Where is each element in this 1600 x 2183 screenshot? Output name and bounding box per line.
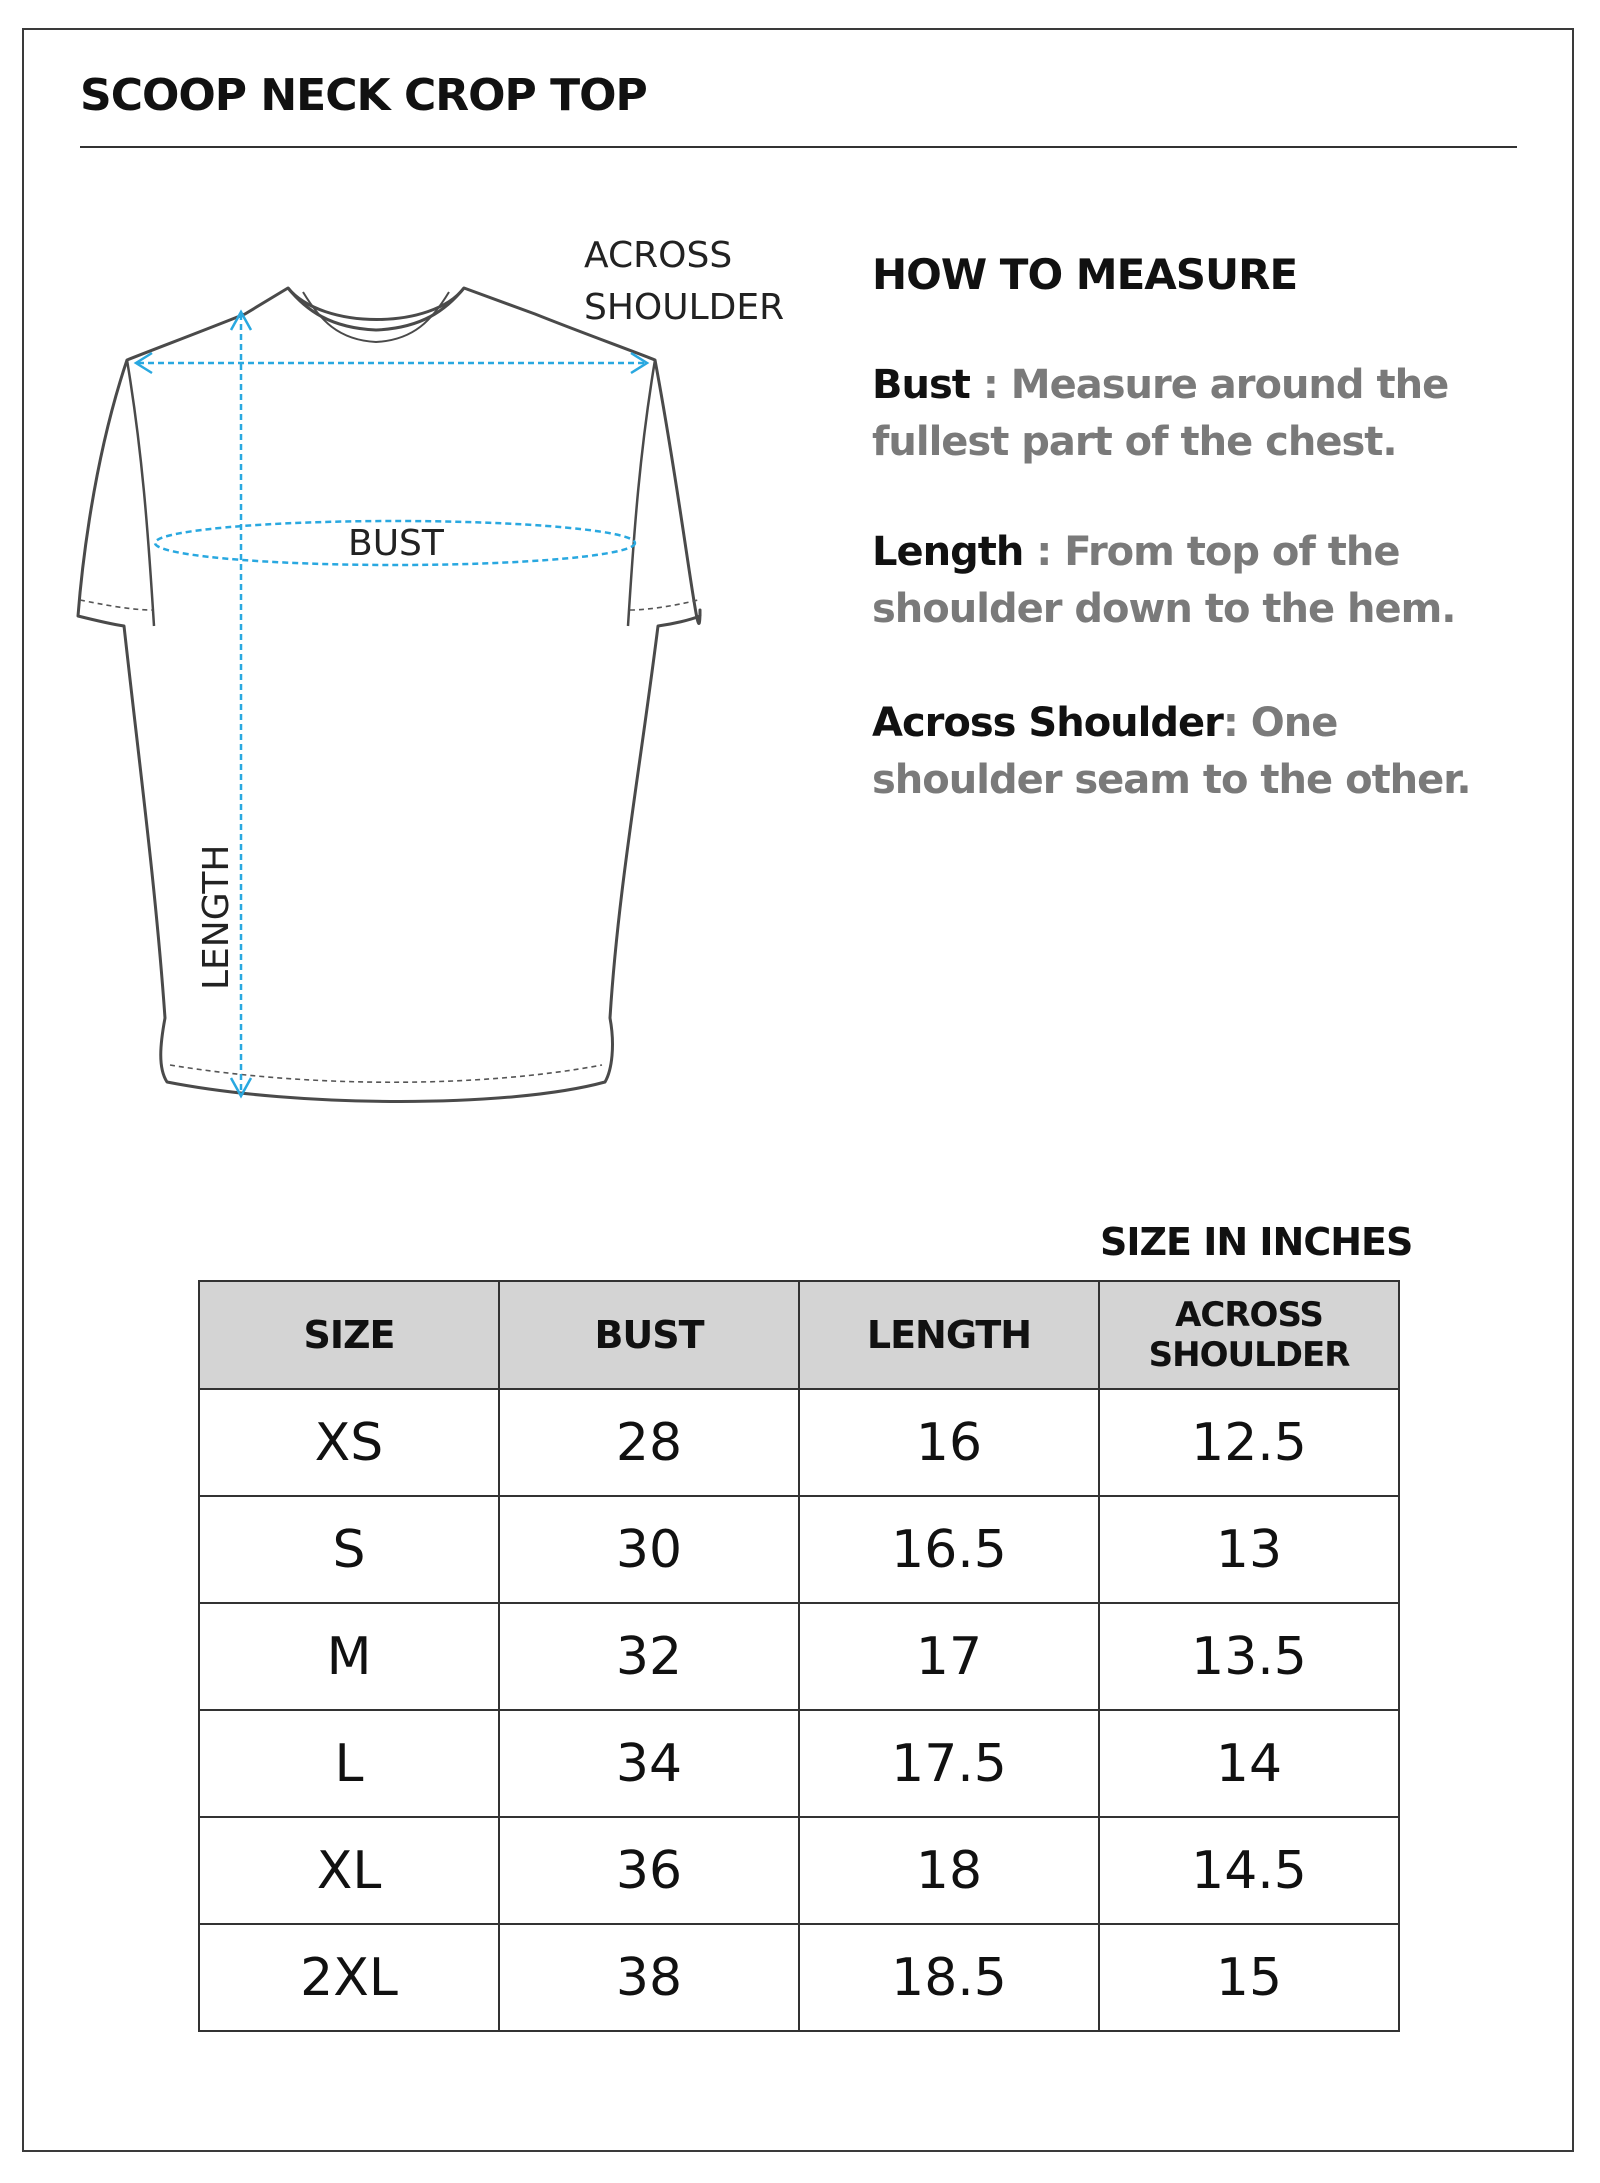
cell-bust: 32 — [499, 1603, 799, 1710]
cell-size: XL — [199, 1817, 499, 1924]
bust-description: Measure around the fullest part of the chest. — [872, 362, 1449, 465]
tshirt-outline — [78, 288, 700, 1102]
header-length: LENGTH — [799, 1281, 1099, 1389]
cell-across-shoulder: 14.5 — [1099, 1817, 1399, 1924]
bust-label: BUST — [348, 523, 444, 564]
cell-size: 2XL — [199, 1924, 499, 2031]
bust-instruction: Bust : Measure around the fullest part of the chest. — [872, 362, 1449, 465]
cell-across-shoulder: 13 — [1099, 1496, 1399, 1603]
length-label: LENGTH — [196, 844, 237, 990]
units-label: SIZE IN INCHES — [1100, 1220, 1413, 1264]
table-row — [199, 1924, 1399, 2031]
cell-size: S — [199, 1496, 499, 1603]
page-title: SCOOP NECK CROP TOP — [80, 70, 647, 121]
length-description: From top of the shoulder down to the hem. — [872, 529, 1456, 632]
header-across-shoulder: ACROSS SHOULDER — [1099, 1281, 1399, 1389]
cell-length: 16 — [799, 1389, 1099, 1496]
cell-across-shoulder: 15 — [1099, 1924, 1399, 2031]
table-header-row — [199, 1281, 1399, 1389]
title-divider — [80, 146, 1517, 148]
bust-term: Bust — [872, 362, 970, 408]
cell-length: 16.5 — [799, 1496, 1099, 1603]
cell-size: M — [199, 1603, 499, 1710]
across-shoulder-instruction: Across Shoulder: One shoulder seam to the other. — [872, 700, 1471, 803]
table-row — [199, 1389, 1399, 1496]
table-row — [199, 1817, 1399, 1924]
size-chart-table — [198, 1280, 1400, 2032]
length-instruction: Length : From top of the shoulder down to the hem. — [872, 529, 1456, 632]
cell-length: 18 — [799, 1817, 1099, 1924]
cell-bust: 28 — [499, 1389, 799, 1496]
cell-length: 18.5 — [799, 1924, 1099, 2031]
cell-across-shoulder: 14 — [1099, 1710, 1399, 1817]
across-shoulder-description: One shoulder seam to the other. — [872, 700, 1471, 803]
header-size: SIZE — [199, 1281, 499, 1389]
cell-bust: 38 — [499, 1924, 799, 2031]
table-row — [199, 1710, 1399, 1817]
left-sleeve-seam — [127, 360, 154, 626]
table-row — [199, 1603, 1399, 1710]
right-sleeve-seam — [628, 360, 655, 626]
table-row — [199, 1496, 1399, 1603]
cell-size: L — [199, 1710, 499, 1817]
cell-across-shoulder: 12.5 — [1099, 1389, 1399, 1496]
cell-across-shoulder: 13.5 — [1099, 1603, 1399, 1710]
cell-bust: 34 — [499, 1710, 799, 1817]
cell-length: 17 — [799, 1603, 1099, 1710]
length-term: Length — [872, 529, 1024, 575]
cell-size: XS — [199, 1389, 499, 1496]
header-bust: BUST — [499, 1281, 799, 1389]
cell-bust: 30 — [499, 1496, 799, 1603]
across-shoulder-label: ACROSS SHOULDER — [584, 235, 785, 328]
tshirt-diagram — [70, 270, 730, 1120]
cell-length: 17.5 — [799, 1710, 1099, 1817]
how-to-measure-heading: HOW TO MEASURE — [872, 250, 1298, 299]
across-shoulder-term: Across Shoulder — [872, 700, 1223, 746]
cell-bust: 36 — [499, 1817, 799, 1924]
